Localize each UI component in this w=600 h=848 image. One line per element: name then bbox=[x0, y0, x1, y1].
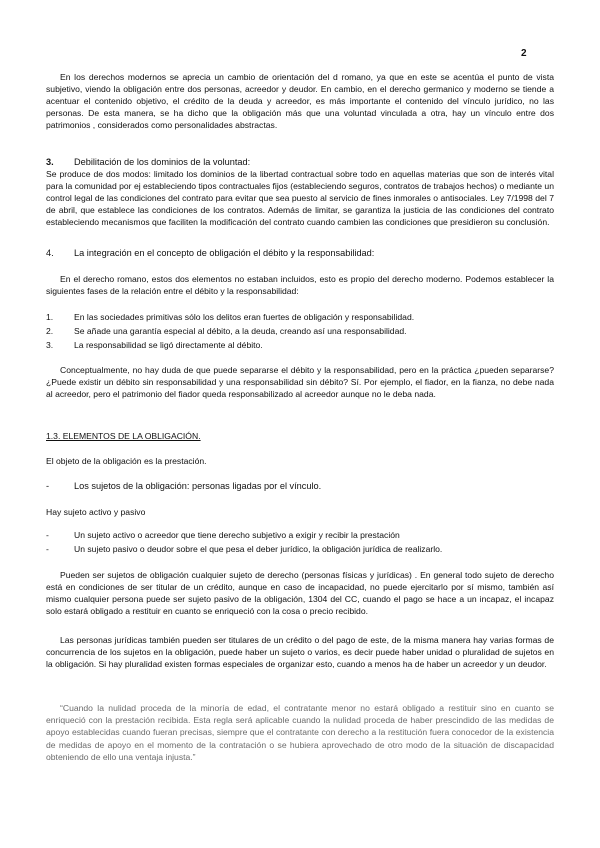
object-line: El objeto de la obligación es la prestación. bbox=[46, 456, 207, 466]
subject-types-list bbox=[46, 528, 554, 556]
list-item bbox=[46, 310, 554, 324]
list-marker: - bbox=[46, 530, 49, 540]
quoted-article: “Cuando la nulidad proceda de la minoría de edad, el contratante menor no estará obligado a restituir sino en cuanto se enriqueció con la prestación recibida. Esta regla será aplicable cuando la nulidad proceda de haber prescindido de las medidas de apoyo establecidas cuando fueran precisas, siempre que el contratante con derecho a la restitución fuera conocedor de la existencia de medidas de apoyo en el momento de la contratación o se hubiera aprovechado de otro modo de la situación de discapacidad obteniendo de ello una ventaja injusta.” bbox=[46, 703, 554, 762]
list-marker: 2. bbox=[46, 326, 54, 336]
paragraph-modern-law: En los derechos modernos se aprecia un cambio de orientación del d romano, ya que en este se acentúa el punto de vista subjetivo, viendo la obligación entre dos personas, acreedor y deudor. En cambio, en el derecho germanico y moderno se tiende a acentuar el contenido objetivo, el crédito de la deuda y acreedor, es más importante el contenido del vínculo jurídico, no las personas. De esta manera, se ha dicho que la obligación más que una voluntad vinculada a otra, hay un vínculo entre dos patrimonios , considerados como personalidades abstractas. bbox=[46, 72, 554, 131]
section-1-3-heading: 1.3. ELEMENTOS DE LA OBLIGACIÓN. bbox=[46, 431, 201, 441]
list-item-text: En las sociedades primitivas sólo los delitos eran fuertes de obligación y responsabilidad. bbox=[74, 312, 415, 322]
subjects-list bbox=[46, 479, 554, 493]
section-4-title: La integración en el concepto de obligación el débito y la responsabilidad: bbox=[74, 248, 375, 258]
section-4-number: 4. bbox=[46, 248, 54, 258]
list-item-text: Un sujeto pasivo o deudor sobre el que pesa el deber jurídico, la obligación jurídica de realizarlo. bbox=[74, 544, 443, 554]
section-3-heading bbox=[46, 156, 554, 168]
section-4-heading bbox=[46, 247, 554, 259]
list-item bbox=[46, 528, 554, 542]
list-marker: 3. bbox=[46, 340, 54, 350]
paragraph-legal-persons: Las personas jurídicas también pueden ser titulares de un crédito o del pago de este, de la misma manera hay varias formas de concurrencia de los sujetos en la obligación, puede haber un sujeto o varios, es decir puede haber unidad o pluralidad de sujetos en la obligación. Si hay pluralidad existen formas especiales de organizar esto, cuando a menos ha de haber un acreedor y un deudor. bbox=[46, 635, 554, 670]
paragraph-two-modes: Se produce de dos modos: limitado los dominios de la libertad contractual sobre todo en aquellas materias que son de interés vital para la comunidad por ej estableciendo tipos contractuales fijos (estableciendo seguros, contratos de trabajos hechos) o mediante un control legal de las condiciones del contrato para evitar que sea puesto al servicio de fines inmorales o antisociales. Ley 7/1998 del 7 de abril, que establece las condiciones de los contratos. Además de limitar, se garantiza la justicia de las condiciones del contrato estableciendo mecanismos que faciliten la modificación del contrato cuando cambien las condiciones que presidieron su conclusión. bbox=[46, 169, 554, 228]
list-item bbox=[46, 338, 554, 352]
list-marker: - bbox=[46, 481, 50, 491]
list-item bbox=[46, 324, 554, 338]
list-marker: 1. bbox=[46, 312, 54, 322]
list-item-text: Los sujetos de la obligación: personas ligadas por el vínculo. bbox=[74, 481, 322, 491]
section-3-number: 3. bbox=[46, 157, 54, 167]
paragraph-subjects-of-obligation: Pueden ser sujetos de obligación cualquier sujeto de derecho (personas físicas y jurídicas) . En general todo sujeto de derecho está en condiciones de ser titular de un crédito, aunque en caso de incapacidad, no puede ejercitarlo por sí mismo, también así mismo cualquier persona puede ser sujeto pasivo de la obligación, 1304 del CC, cuando el pago se hace a un incapaz, el incapaz solo estará obligado a restituir en cuanto se enriqueció con la cosa o precio recibido. bbox=[46, 570, 554, 617]
page-number: 2 bbox=[521, 48, 527, 59]
section-3-title: Debilitación de los dominios de la voluntad: bbox=[74, 157, 251, 167]
paragraph-debt-responsibility: Conceptualmente, no hay duda de que puede separarse el débito y la responsabilidad, pero en la práctica ¿pueden separarse?¿Puede existir un débito sin responsabilidad y una responsabilidad sin débito? Sí. Por ejemplo, el fiador, en la fianza, no debe nada al acreedor, pero el patrimonio del fiador queda responsabilizado al acreedor aunque no le deba nada. bbox=[46, 365, 554, 400]
list-item bbox=[46, 479, 554, 493]
list-marker: - bbox=[46, 544, 49, 554]
active-passive-line: Hay sujeto activo y pasivo bbox=[46, 507, 146, 517]
paragraph-roman-law: En el derecho romano, estos dos elementos no estaban incluidos, esto es propio del derecho moderno. Podemos establecer la siguientes fases de la relación entre el débito y la responsabilidad: bbox=[46, 274, 554, 297]
list-item-text: Se añade una garantía especial al débito, a la deuda, creando así una responsabilidad. bbox=[74, 326, 407, 336]
list-item bbox=[46, 542, 554, 556]
list-item-text: La responsabilidad se ligó directamente al débito. bbox=[74, 340, 263, 350]
phases-list bbox=[46, 310, 554, 352]
list-item-text: Un sujeto activo o acreedor que tiene derecho subjetivo a exigir y recibir la prestación bbox=[74, 530, 400, 540]
